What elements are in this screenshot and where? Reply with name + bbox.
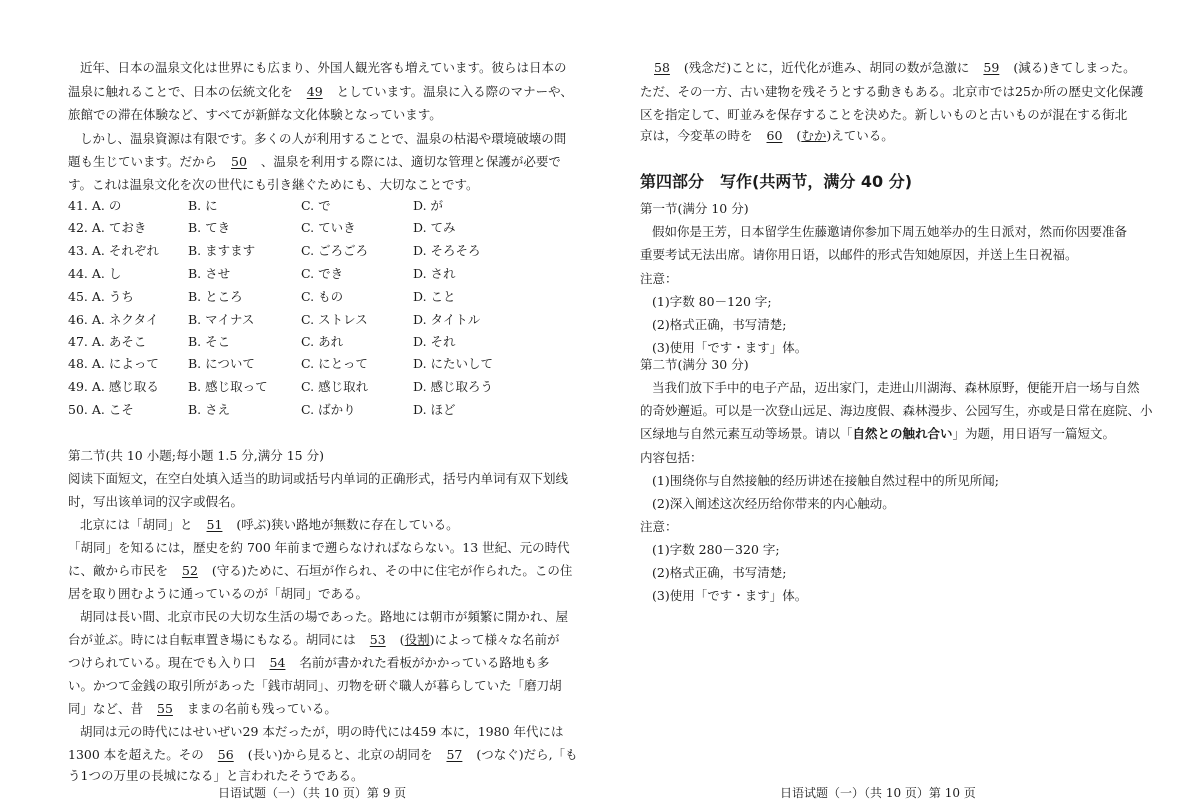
paragraph-line: 温泉に触れることで、日本の伝統文化を 49 としています。温泉に入る際のマナーや、 [68,84,573,99]
note-item: (2)格式正确，书写清楚; [652,565,787,580]
paragraph-line: 胡同は長い間、北京市民の大切な生活の場であった。路地には朝市が頻繁に開かれ、屋 [80,609,569,624]
content-item: (1)围绕你与自然接触的经历讲述在接触自然过程中的所见所闻; [652,473,999,488]
option-50c[interactable]: C. ばかり [301,402,356,417]
option-49b[interactable]: B. 感じ取って [188,379,268,394]
paragraph-line: 同」など、昔 55 ままの名前も残っている。 [68,701,337,716]
blank-59[interactable]: 59 [983,60,1000,75]
paragraph-line: う1つの万里の長城になる」と言われたそうである。 [68,768,364,783]
option-41a[interactable]: 41. A. の [68,198,122,213]
blank-54[interactable]: 54 [269,655,286,670]
note-item: (3)使用「です・ます」体。 [652,340,808,355]
option-45b[interactable]: B. ところ [188,289,243,304]
option-47b[interactable]: B. そこ [188,334,231,349]
instruction-line: 时，写出该单词的汉字或假名。 [68,494,244,509]
option-49a[interactable]: 49. A. 感じ取る [68,379,159,394]
part4-title: 第四部分 写作(共两节，满分 40 分) [640,172,913,191]
option-43c[interactable]: C. ごろごろ [301,243,369,258]
page-footer: 日语试题（一）（共 10 页）第 9 页 [218,786,407,800]
content-item: (2)深入阐述这次经历给你带来的内心触动。 [652,496,895,511]
paragraph-line: ただ、その一方、古い建物を残そうとする動きもある。北京市では25か所の歴史文化保護 [640,84,1144,99]
option-41c[interactable]: C. で [301,198,331,213]
paragraph-line: す。これは温泉文化を次の世代にも引き継ぐためにも、大切なことです。 [68,177,479,192]
paragraph-line: 区を指定して、町並みを保存することを決めた。新しいものと古いものが混在する街北 [640,107,1128,122]
option-44d[interactable]: D. され [413,266,456,281]
option-44c[interactable]: C. でき [301,266,344,281]
blank-51[interactable]: 51 [206,517,223,532]
blank-49[interactable]: 49 [306,84,323,99]
option-48a[interactable]: 48. A. によって [68,356,159,371]
blank-60[interactable]: 60 [766,128,783,143]
paragraph-line: つけられている。現在でも入り口 54 名前が書かれた看板がかかっている路地も多 [68,655,550,670]
option-41d[interactable]: D. が [413,198,444,213]
option-47c[interactable]: C. あれ [301,334,344,349]
option-48b[interactable]: B. について [188,356,255,371]
option-43a[interactable]: 43. A. それぞれ [68,243,159,258]
blank-50[interactable]: 50 [231,154,247,169]
blank-53[interactable]: 53 [369,632,386,647]
blank-57[interactable]: 57 [446,747,463,762]
blank-55[interactable]: 55 [157,701,173,716]
blank-56[interactable]: 56 [217,747,234,762]
option-42d[interactable]: D. てみ [413,220,456,235]
page-10 [640,0,1153,800]
note-item: (1)字数 80－120 字; [652,294,772,309]
double-underlined-word: むか [801,128,827,143]
prompt-line: 区绿地与自然元素互动等场景。请以「自然との触れ合い」为题，用日语写一篇短文。 [640,426,1116,441]
paragraph-line: 題も生じています。だから 50 、温泉を利用する際には、適切な管理と保護が必要で [68,154,561,169]
option-45a[interactable]: 45. A. うち [68,289,134,304]
prompt-line: 当我们放下手中的电子产品，迈出家门，走进山川湖海、森林原野，便能开启一场与自然 [652,380,1140,395]
note-item: (2)格式正确，书写清楚; [652,317,787,332]
option-42b[interactable]: B. てき [188,220,231,235]
paragraph-line: しかし、温泉資源は有限です。多くの人が利用することで、温泉の枯渇や環境破壊の問 [80,131,567,146]
option-48d[interactable]: D. にたいして [413,356,494,371]
note-item: (3)使用「です・ます」体。 [652,588,808,603]
option-50b[interactable]: B. さえ [188,402,231,417]
option-42a[interactable]: 42. A. ておき [68,220,147,235]
paragraph-line: 近年、日本の温泉文化は世界にも広まり、外国人観光客も増えています。彼らは日本の [80,60,567,75]
instruction-line: 阅读下面短文，在空白处填入适当的助词或括号内单词的正确形式，括号内单词有双下划线 [68,471,569,486]
option-43d[interactable]: D. そろそろ [413,243,481,258]
prompt-line: 的奇妙邂逅。可以是一次登山远足、海边度假、森林漫步、公园写生，亦或是日常在庭院、小 [640,403,1153,418]
option-43b[interactable]: B. ますます [188,243,256,258]
option-49c[interactable]: C. 感じ取れ [301,379,369,394]
blank-58[interactable]: 58 [654,60,670,75]
page-9 [68,0,578,800]
option-47d[interactable]: D. それ [413,334,456,349]
section-heading: 第二节(满分 30 分) [640,357,749,372]
note-label: 注意： [640,271,678,286]
option-48c[interactable]: C. にとって [301,356,368,371]
note-label: 注意： [640,519,678,534]
paragraph-line: 台が並ぶ。時には自転車置き場にもなる。胡同には 53 (役割)によって様々な名前が [68,632,560,647]
option-44b[interactable]: B. させ [188,266,231,281]
paragraph-line: に、敵から市民を 52 (守る)ために、石垣が作られ、その中に住宅が作られた。この住 [68,563,573,578]
blank-52[interactable]: 52 [182,563,198,578]
paragraph-line: 「胡同」を知るには，歴史を約 700 年前まで遡らなければならない。13 世紀、元の時代 [68,540,570,555]
option-50a[interactable]: 50. A. こそ [68,402,134,417]
page-footer: 日语试题（一）（共 10 页）第 10 页 [780,786,976,800]
paragraph-line: 旅館での滞在体験など、すべてが新鮮な文化体験となっています。 [68,107,442,122]
option-47a[interactable]: 47. A. あそこ [68,334,147,349]
option-45d[interactable]: D. こと [413,289,456,304]
option-50d[interactable]: D. ほど [413,402,456,417]
option-41b[interactable]: B. に [188,198,218,213]
prompt-line: 假如你是王芳，日本留学生佐藤邀请你参加下周五她举办的生日派对，然而你因要准备 [652,224,1128,239]
paragraph-line: い。かつて金銭の取引所があった「銭市胡同」、刃物を研ぐ職人が暮らしていた「磨刀胡 [68,678,562,693]
option-46c[interactable]: C. ストレス [301,312,368,327]
paragraph-line: 58 (残念だ)ことに，近代化が進み、胡同の数が急激に 59 (減る)きてしまった。 [640,60,1136,76]
content-label: 内容包括： [640,450,703,465]
essay-topic: 自然との触れ合い [852,426,953,441]
option-49d[interactable]: D. 感じ取ろう [413,379,494,394]
paragraph-line: 居を取り囲むように通っているのが「胡同」である。 [68,586,369,601]
paragraph-line: 京は，今変革の時を 60 (むか)えている。 [640,128,894,143]
section-heading: 第二节(共 10 小题;每小题 1.5 分,满分 15 分) [68,448,324,463]
paragraph-line: 1300 本を超えた。その 56 (長い)から見ると、北京の胡同を 57 (つなぐ)だら,「も [68,747,578,762]
option-46d[interactable]: D. タイトル [413,312,481,327]
option-45c[interactable]: C. もの [301,289,344,304]
option-42c[interactable]: C. ていき [301,220,356,235]
section-heading: 第一节(满分 10 分) [640,201,749,216]
option-46b[interactable]: B. マイナス [188,312,255,327]
option-44a[interactable]: 44. A. し [68,266,122,281]
paragraph-line: 胡同は元の時代にはせいぜい29 本だったが，明の時代には459 本に，1980 年代には [80,724,564,739]
note-item: (1)字数 280－320 字; [652,542,780,557]
prompt-line: 重要考试无法出席。请你用日语，以邮件的形式告知她原因，并送上生日祝福。 [640,247,1078,262]
paragraph-line: 北京には「胡同」と 51 (呼ぶ)狭い路地が無数に存在している。 [80,517,459,532]
double-underlined-word: 役割 [404,632,430,647]
option-46a[interactable]: 46. A. ネクタイ [68,312,159,327]
